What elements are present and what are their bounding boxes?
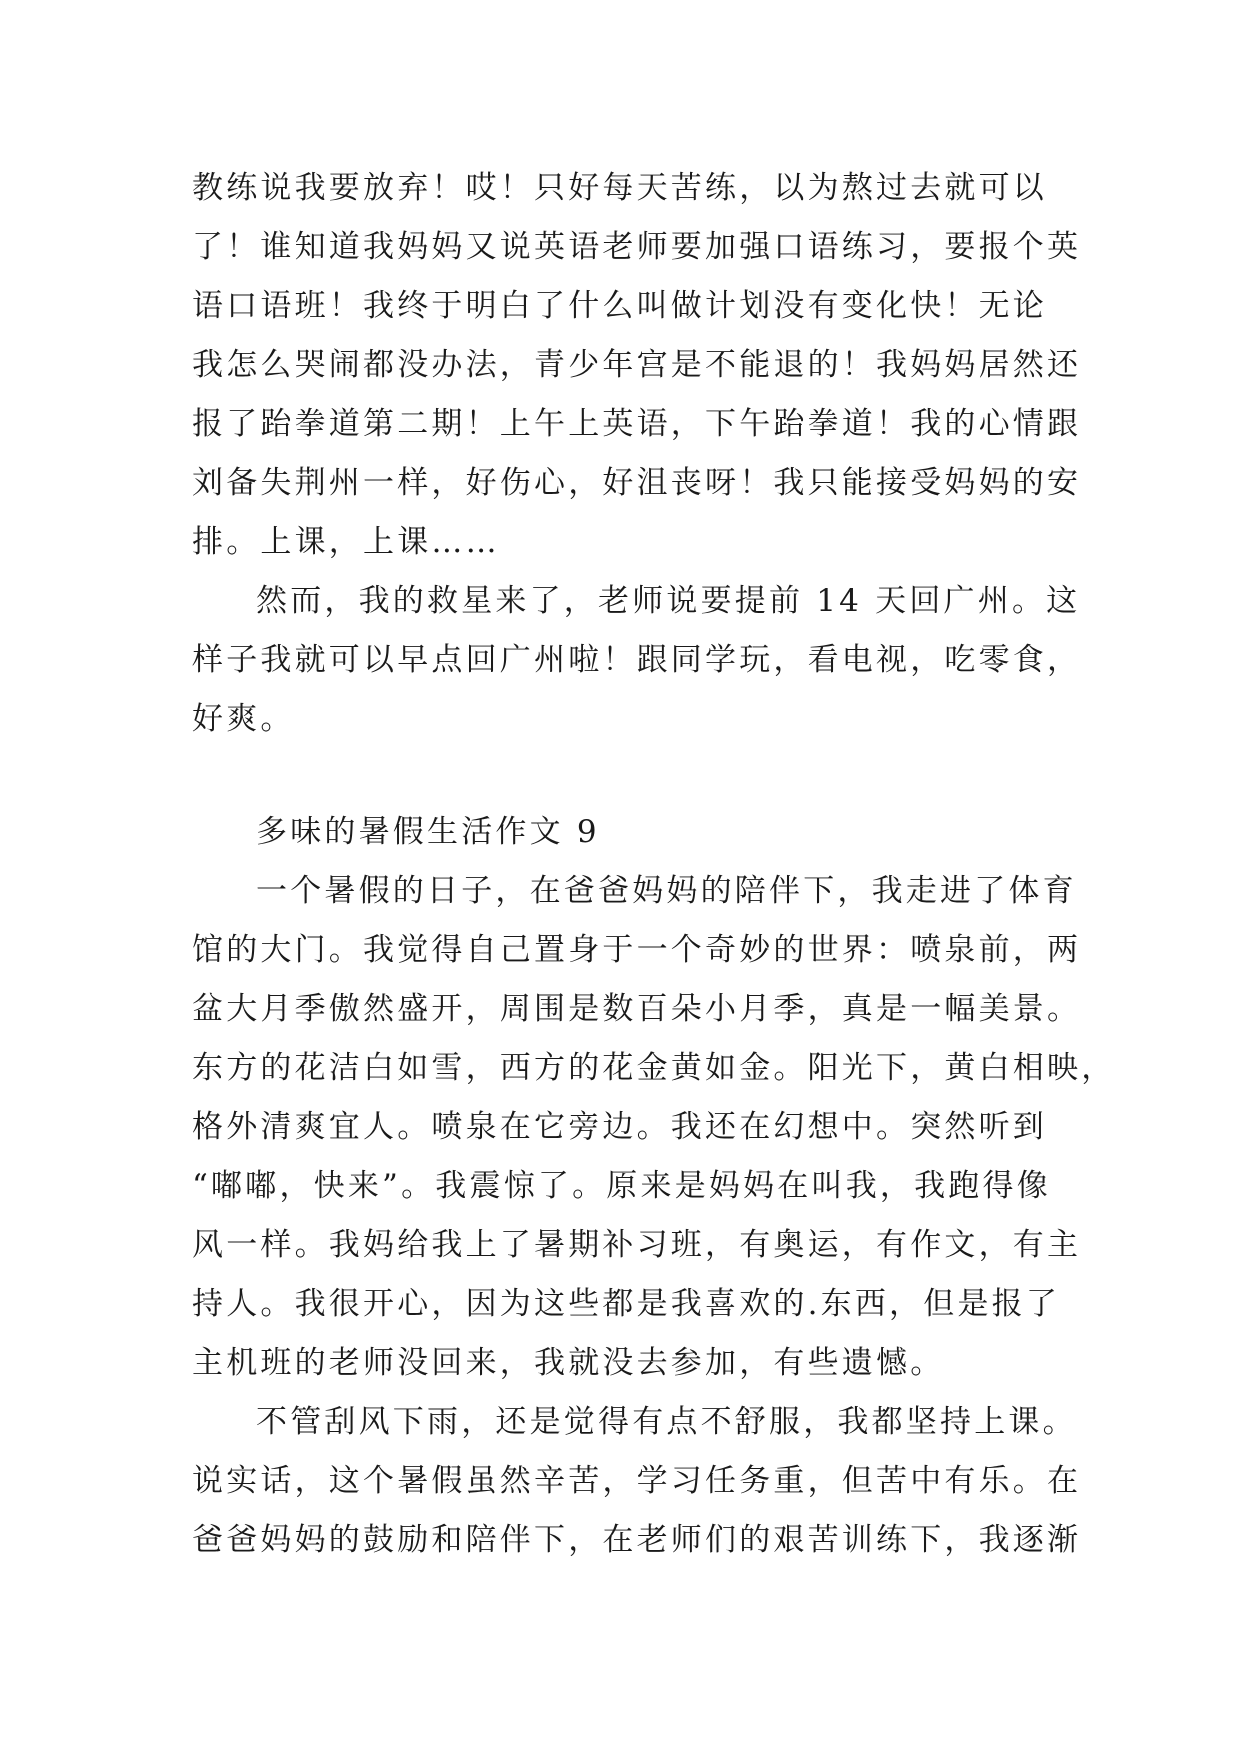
paragraph-line: 刘备失荆州一样，好伤心，好沮丧呀！我只能接受妈妈的安 [192, 465, 1082, 501]
paragraph-line: 样子我就可以早点回广州啦！跟同学玩，看电视，吃零食， [192, 642, 1082, 678]
paragraph-line: 教练说我要放弃！哎！只好每天苦练，以为熬过去就可以 [192, 170, 1047, 206]
paragraph-line: 说实话，这个暑假虽然辛苦，学习任务重，但苦中有乐。在 [192, 1463, 1082, 1499]
paragraph-line: 一个暑假的日子，在爸爸妈妈的陪伴下，我走进了体育 [256, 873, 1077, 909]
section-heading: 多味的暑假生活作文 9 [256, 814, 600, 850]
paragraph-line: 爸爸妈妈的鼓励和陪伴下，在老师们的艰苦训练下，我逐渐 [192, 1522, 1082, 1558]
paragraph-line: 排。上课，上课…… [192, 524, 500, 560]
paragraph-line: 馆的大门。我觉得自己置身于一个奇妙的世界：喷泉前，两 [192, 932, 1082, 968]
paragraph-line: 我怎么哭闹都没办法，青少年宫是不能退的！我妈妈居然还 [192, 347, 1082, 383]
paragraph-line: 报了跆拳道第二期！上午上英语，下午跆拳道！我的心情跟 [192, 406, 1082, 442]
paragraph-line: 持人。我很开心，因为这些都是我喜欢的.东西，但是报了 [192, 1286, 1061, 1322]
paragraph-line: 了！谁知道我妈妈又说英语老师要加强口语练习，要报个英 [192, 229, 1082, 265]
paragraph-line: 不管刮风下雨，还是觉得有点不舒服，我都坚持上课。 [256, 1404, 1077, 1440]
paragraph-line: 语口语班！我终于明白了什么叫做计划没有变化快！无论 [192, 288, 1047, 324]
paragraph-line: “嘟嘟，快来”。我震惊了。原来是妈妈在叫我，我跑得像 [192, 1168, 1051, 1204]
paragraph-line: 盆大月季傲然盛开，周围是数百朵小月季，真是一幅美景。 [192, 991, 1082, 1027]
paragraph-line: 东方的花洁白如雪，西方的花金黄如金。阳光下，黄白相映， [192, 1050, 1116, 1086]
paragraph-line: 主机班的老师没回来，我就没去参加，有些遗憾。 [192, 1345, 945, 1381]
paragraph-line: 风一样。我妈给我上了暑期补习班，有奥运，有作文，有主 [192, 1227, 1082, 1263]
paragraph-line: 格外清爽宜人。喷泉在它旁边。我还在幻想中。突然听到 [192, 1109, 1047, 1145]
paragraph-line: 然而，我的救星来了，老师说要提前 14 天回广州。这 [256, 583, 1081, 619]
paragraph-line: 好爽。 [192, 701, 295, 737]
